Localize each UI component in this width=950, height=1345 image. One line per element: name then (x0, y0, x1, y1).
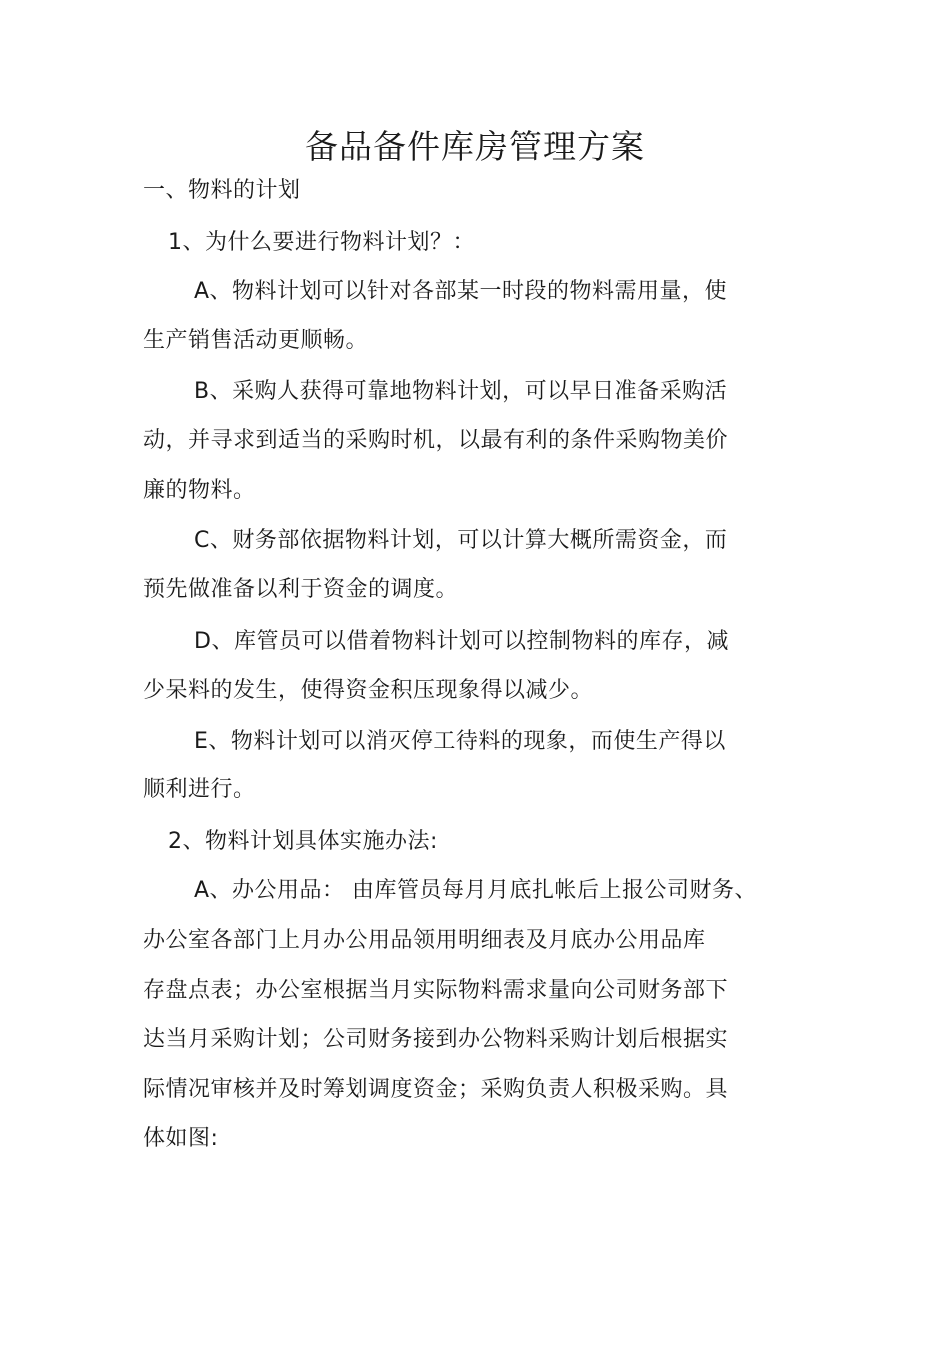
paragraph-line: 体如图: (143, 1126, 219, 1151)
subsection-heading: 1、为什么要进行物料计划？： (168, 230, 475, 255)
paragraph-line: 达当月采购计划；公司财务接到办公物料采购计划后根据实 (143, 1027, 729, 1052)
paragraph-line: E、物料计划可以消灭停工待料的现象，而使生产得以 (194, 729, 726, 754)
subsection-heading: 2、物料计划具体实施办法: (168, 829, 438, 854)
paragraph-line: 存盘点表；办公室根据当月实际物料需求量向公司财务部下 (143, 978, 729, 1003)
paragraph-line: 动，并寻求到适当的采购时机，以最有利的条件采购物美价 (143, 428, 729, 453)
paragraph-line: 廉的物料。 (143, 478, 256, 503)
paragraph-line: 预先做准备以利于资金的调度。 (143, 577, 459, 602)
paragraph-line: A、物料计划可以针对各部某一时段的物料需用量，使 (194, 279, 728, 304)
paragraph-line: 生产销售活动更顺畅。 (143, 328, 369, 353)
paragraph-line: 少呆料的发生，使得资金积压现象得以减少。 (143, 678, 594, 703)
paragraph-line: A、办公用品： 由库管员每月月底扎帐后上报公司财务、 (194, 878, 758, 903)
section-heading: 一、物料的计划 (143, 178, 301, 203)
paragraph-line: 办公室各部门上月办公用品领用明细表及月底办公用品库 (143, 928, 706, 953)
paragraph-line: D、库管员可以借着物料计划可以控制物料的库存，减 (194, 629, 729, 654)
document-title: 备品备件库房管理方案 (305, 127, 645, 166)
paragraph-line: B、采购人获得可靠地物料计划，可以早日准备采购活 (194, 379, 728, 404)
paragraph-line: 顺利进行。 (143, 777, 256, 802)
paragraph-line: 际情况审核并及时筹划调度资金；采购负责人积极采购。具 (143, 1077, 729, 1102)
paragraph-line: C、财务部依据物料计划，可以计算大概所需资金，而 (194, 528, 728, 553)
